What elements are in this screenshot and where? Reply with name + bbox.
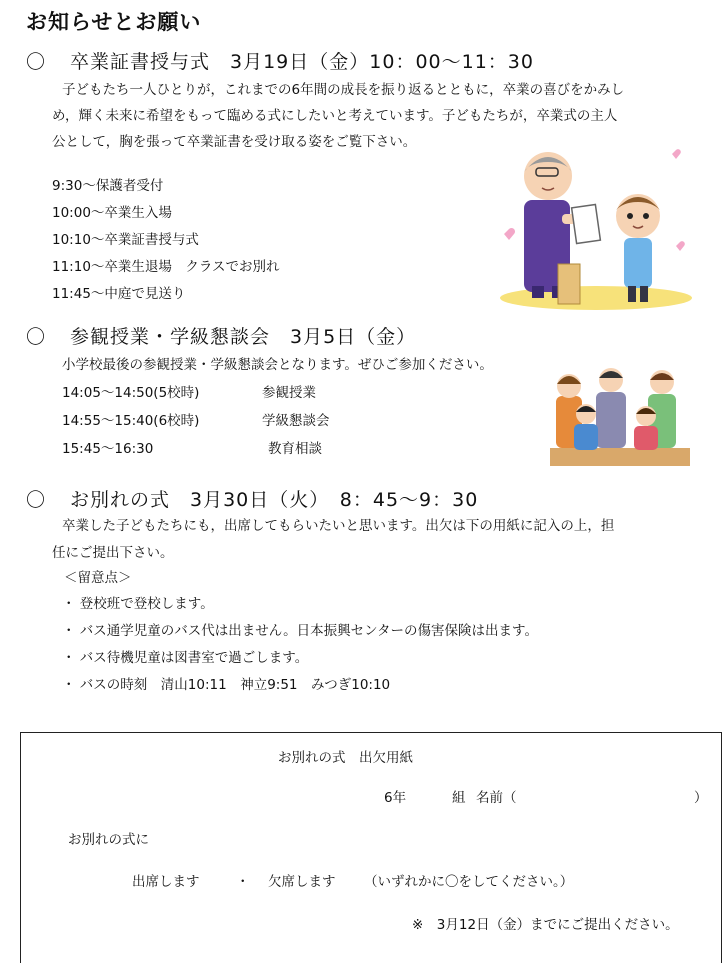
form-lead: お別れの式に <box>68 832 149 848</box>
section-1-schedule-3: 10:10～卒業証書授与式 <box>52 232 199 248</box>
graduation-ceremony-illustration <box>496 128 708 314</box>
form-class: 組 <box>452 790 466 806</box>
section-1-heading <box>26 47 534 74</box>
form-absent-option[interactable]: 欠席します <box>268 874 336 890</box>
section-1-para-line-1: 子どもたち一人ひとりが，これまでの6年間の成長を振り返るとともに，卒業の喜びをかみし <box>62 82 625 98</box>
section-1-schedule-1: 9:30～保護者受付 <box>52 178 164 194</box>
page-title: お知らせとお願い <box>26 10 202 34</box>
section-3-marker: 〇 <box>26 489 47 511</box>
section-3-note-3: ・ バス待機児童は図書室で過ごします。 <box>62 650 309 666</box>
section-3-heading-text: お別れの式 3月30日（火） 8：45～9：30 <box>70 489 479 511</box>
section-1-marker: 〇 <box>26 51 47 73</box>
section-1-schedule-4: 11:10～卒業生退場 クラスでお別れ <box>52 259 280 275</box>
form-name-label[interactable]: 名前（ <box>476 790 517 806</box>
form-option-separator: ・ <box>236 874 250 890</box>
section-2-schedule-3-label: 教育相談 <box>268 441 322 457</box>
section-2-marker: 〇 <box>26 326 47 348</box>
section-2-heading-text: 参観授業・学級懇談会 3月5日（金） <box>70 326 417 348</box>
form-deadline: ※ 3月12日（金）までにご提出ください。 <box>412 917 679 933</box>
section-1-para-line-2: め，輝く未来に希望をもって臨める式にしたいと考えています。子どもたちが，卒業式の主人 <box>52 108 618 124</box>
section-3-notes-title: ＜留意点＞ <box>64 570 132 586</box>
section-3-note-4: ・ バスの時刻 清山10:11 神立9:51 みつぎ10:10 <box>62 677 391 693</box>
section-2-schedule-1-time: 14:05～14:50(5校時) <box>62 385 200 401</box>
form-instruction: （いずれかに〇をしてください。） <box>364 874 574 890</box>
form-name-close: ） <box>694 790 708 806</box>
section-2-schedule-3-time: 15:45～16:30 <box>62 441 154 457</box>
section-3-heading <box>26 485 478 512</box>
section-1-heading-text: 卒業証書授与式 3月19日（金）10：00～11：30 <box>70 51 534 73</box>
form-title: お別れの式 出欠用紙 <box>278 750 413 766</box>
section-2-para: 小学校最後の参観授業・学級懇談会となります。ぜひご参加ください。 <box>62 357 493 373</box>
form-attend-option[interactable]: 出席します <box>132 874 200 890</box>
section-3-para-line-1: 卒業した子どもたちにも，出席してもらいたいと思います。出欠は下の用紙に記入の上，担 <box>62 518 615 534</box>
section-1-schedule-5: 11:45～中庭で見送り <box>52 286 186 302</box>
section-2-schedule-1-label: 参観授業 <box>262 385 316 401</box>
section-1-schedule-2: 10:00～卒業生入場 <box>52 205 172 221</box>
family-group-illustration <box>550 366 690 466</box>
section-2-schedule-2-label: 学級懇談会 <box>262 413 330 429</box>
section-2-schedule-2-time: 14:55～15:40(6校時) <box>62 413 200 429</box>
section-3-note-2: ・ バス通学児童のバス代は出ません。日本振興センターの傷害保険は出ます。 <box>62 623 538 639</box>
section-3-note-1: ・ 登校班で登校します。 <box>62 596 214 612</box>
form-grade: 6年 <box>384 790 407 806</box>
section-3-para-line-2: 任にご提出下さい。 <box>52 545 174 561</box>
section-2-heading <box>26 322 416 349</box>
section-1-para-line-3: 公として，胸を張って卒業証書を受け取る姿をご覧下さい。 <box>52 134 417 150</box>
